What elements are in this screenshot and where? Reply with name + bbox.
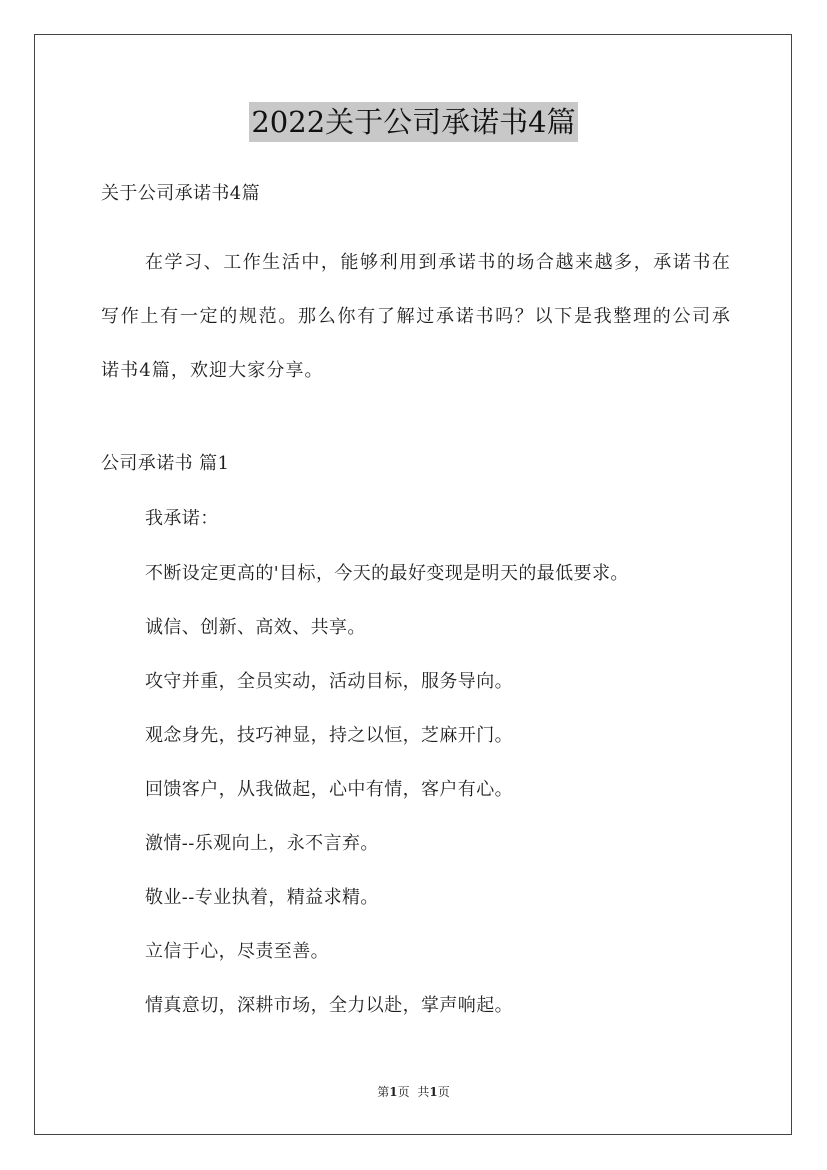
- pledge-item: 观念身先，技巧神显，持之以恒，芝麻开门。: [145, 725, 513, 746]
- intro-paragraph: 在学习、工作生活中，能够利用到承诺书的场合越来越多，承诺书在写作上有一定的规范。那么你有了解过承诺书吗？以下是我整理的公司承诺书4篇，欢迎大家分享。: [101, 252, 731, 381]
- footer-page-number: 1: [389, 1085, 398, 1099]
- document-title: 2022关于公司承诺书4篇: [249, 102, 577, 142]
- pledge-item: 立信于心，尽责至善。: [145, 941, 329, 962]
- footer-total-number: 1: [429, 1085, 438, 1099]
- pledge-item: 不断设定更高的'目标，今天的最好变现是明天的最低要求。: [145, 563, 629, 584]
- pledge-lead: 我承诺：: [145, 508, 219, 529]
- title-container: [0, 102, 827, 142]
- footer-total-suffix: 页: [437, 1085, 450, 1099]
- document-subtitle: 关于公司承诺书4篇: [101, 183, 261, 204]
- pledge-item: 激情--乐观向上，永不言弃。: [145, 833, 379, 854]
- pledge-item: 回馈客户，从我做起，心中有情，客户有心。: [145, 779, 513, 800]
- page-footer: [0, 1084, 827, 1100]
- footer-total-prefix: 共: [417, 1085, 430, 1099]
- footer-page-suffix: 页: [397, 1085, 410, 1099]
- pledge-item: 诚信、创新、高效、共享。: [145, 617, 366, 638]
- footer-page-prefix: 第: [377, 1085, 390, 1099]
- pledge-item: 情真意切，深耕市场，全力以赴，掌声响起。: [145, 995, 513, 1016]
- pledge-item: 敬业--专业执着，精益求精。: [145, 887, 379, 908]
- section-heading: 公司承诺书 篇1: [101, 453, 230, 474]
- pledge-item: 攻守并重，全员实动，活动目标，服务导向。: [145, 671, 513, 692]
